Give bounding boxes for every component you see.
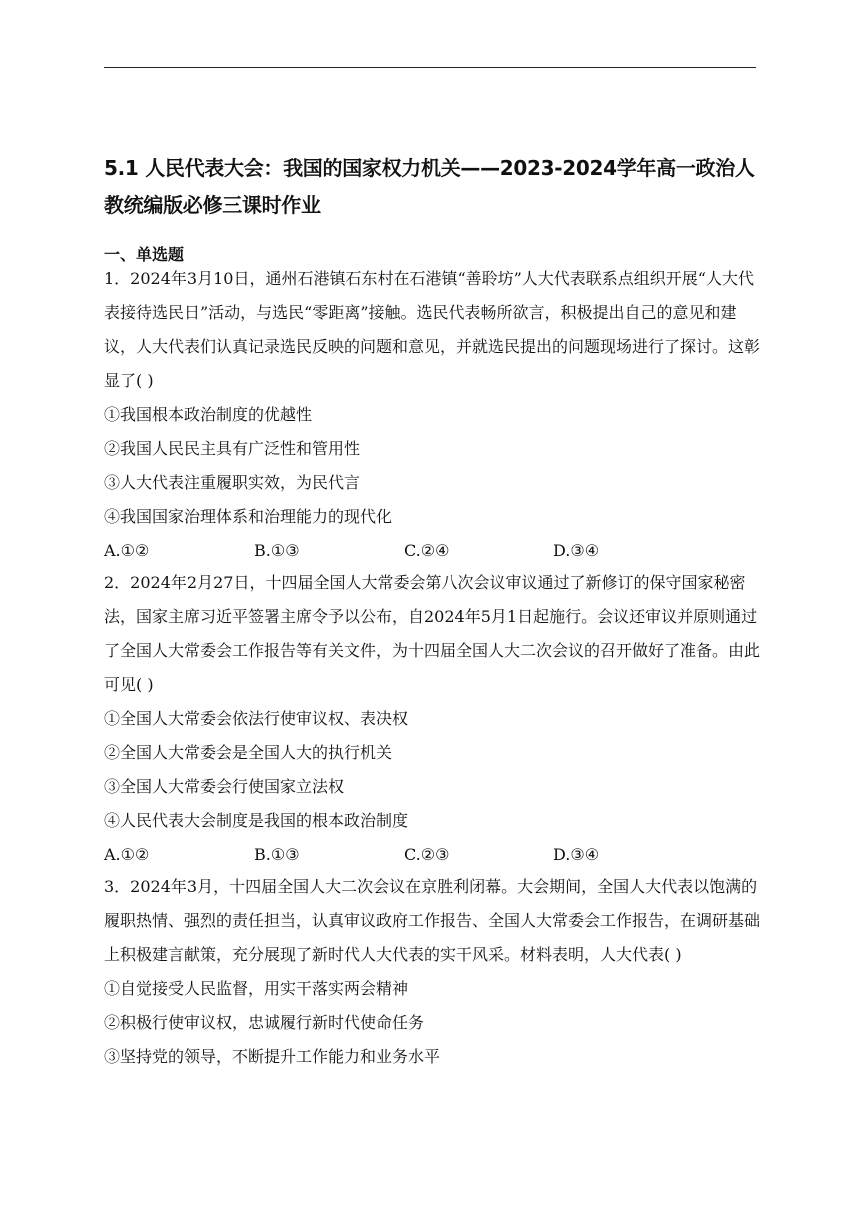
choice-b[interactable]: B.①③: [254, 541, 300, 560]
choice-c[interactable]: C.②③: [404, 845, 450, 864]
statement-option: ②我国人民民主具有广泛性和管用性: [104, 439, 361, 458]
statement-option: ③全国人大常委会行使国家立法权: [104, 777, 345, 796]
header-rule: [104, 67, 756, 68]
choice-d[interactable]: D.③④: [553, 845, 600, 864]
question-stem: 2．2024年2月27日，十四届全国人大常委会第八次会议审议通过了新修订的保守国家秘密法，国家主席习近平签署主席令予以公布，自2024年5月1日起施行。会议还审议并原则通过了全国人大常委会工作报告等有关文件，为十四届全国人大二次会议的召开做好了准备。由此可见( ): [104, 573, 761, 694]
question-3: [104, 870, 764, 1074]
statement-option: ④我国国家治理体系和治理能力的现代化: [104, 507, 393, 526]
answer-choices: [104, 534, 764, 568]
statement-option: ①自觉接受人民监督，用实干落实两会精神: [104, 979, 409, 998]
question-2: [104, 566, 764, 872]
statement-option: ③坚持党的领导，不断提升工作能力和业务水平: [104, 1047, 441, 1066]
choice-c[interactable]: C.②④: [404, 541, 450, 560]
statement-option: ④人民代表大会制度是我国的根本政治制度: [104, 811, 409, 830]
question-stem: 1．2024年3月10日，通州石港镇石东村在石港镇“善聆坊”人大代表联系点组织开展“人大代表接待选民日”活动，与选民“零距离”接触。选民代表畅所欲言，积极提出自己的意见和建议，人大代表们认真记录选民反映的问题和意见，并就选民提出的问题现场进行了探讨。这彰显了( ): [104, 269, 761, 390]
answer-choices: [104, 838, 764, 872]
question-1: [104, 262, 764, 568]
statement-option: ①全国人大常委会依法行使审议权、表决权: [104, 709, 409, 728]
statement-option: ③人大代表注重履职实效，为民代言: [104, 473, 361, 492]
choice-b[interactable]: B.①③: [254, 845, 300, 864]
statement-option: ①我国根本政治制度的优越性: [104, 405, 313, 424]
page-title: 5.1 人民代表大会：我国的国家权力机关——2023-2024学年高一政治人教统编版必修三课时作业: [104, 156, 755, 217]
choice-a[interactable]: A.①②: [104, 541, 150, 560]
choice-a[interactable]: A.①②: [104, 845, 150, 864]
question-stem: 3．2024年3月，十四届全国人大二次会议在京胜利闭幕。大会期间，全国人大代表以饱满的履职热情、强烈的责任担当，认真审议政府工作报告、全国人大常委会工作报告，在调研基础上积极建言献策，充分展现了新时代人大代表的实干风采。材料表明，人大代表( ): [104, 877, 761, 964]
statement-option: ②全国人大常委会是全国人大的执行机关: [104, 743, 393, 762]
choice-d[interactable]: D.③④: [553, 541, 600, 560]
statement-option: ②积极行使审议权，忠诚履行新时代使命任务: [104, 1013, 425, 1032]
section-heading: 一、单选题: [104, 245, 185, 264]
